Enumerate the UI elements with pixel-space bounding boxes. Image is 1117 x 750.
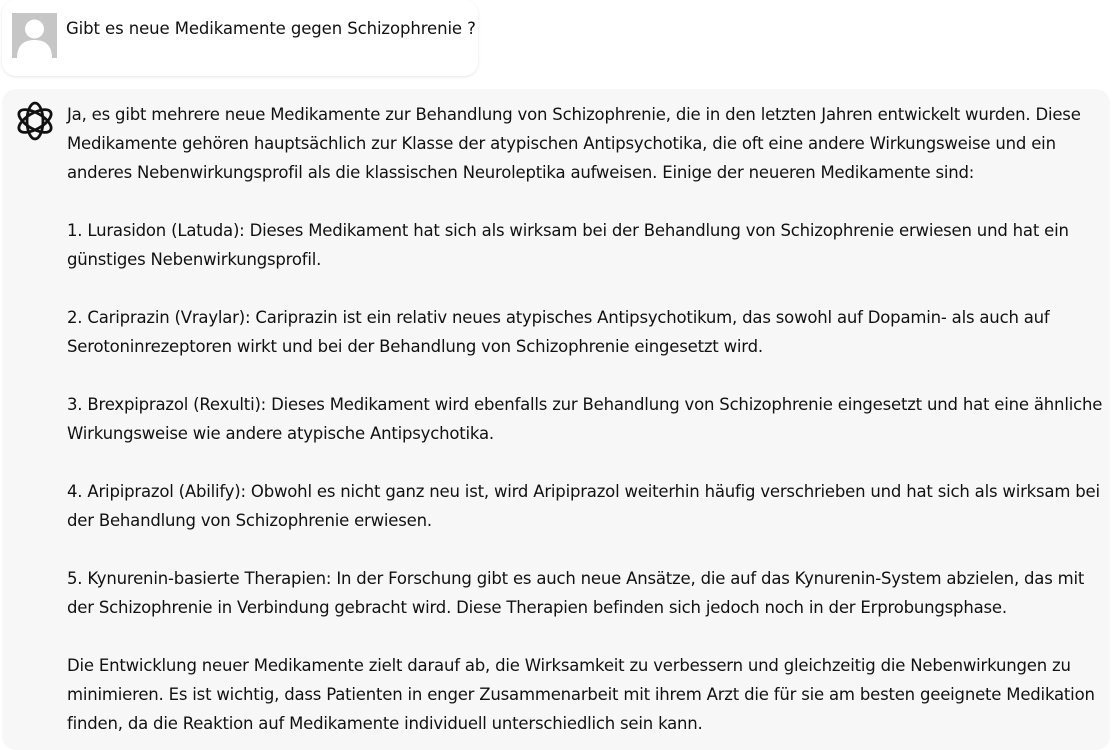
assistant-paragraph-conclusion: Die Entwicklung neuer Medikamente zielt darauf ab, die Wirksamkeit zu verbessern und gleichzeitig die Nebenwirkungen zu minimieren. Es ist wichtig, dass Patienten in enger Zusammenarbeit mit ihrem Arzt die für sie am besten geeignete Medikation finden, da die Reaktion auf Medikamente individuell unterschiedlich sein kann. <box>67 656 1095 733</box>
openai-logo-icon <box>12 98 58 144</box>
user-message-text: Gibt es neue Medikamente gegen Schizophrenie ? <box>66 19 476 38</box>
assistant-paragraph-item-1: 1. Lurasidon (Latuda): Dieses Medikament hat sich als wirksam bei der Behandlung von Schizophrenie erwiesen und hat ein günstiges Nebenwirkungsprofil. <box>67 221 1069 269</box>
assistant-paragraph-item-4: 4. Aripiprazol (Abilify): Obwohl es nicht ganz neu ist, wird Aripiprazol weiterhin häufig verschrieben und hat sich als wirksam bei der Behandlung von Schizophrenie erwiesen. <box>67 482 1100 530</box>
assistant-paragraph-item-5: 5. Kynurenin-basierte Therapien: In der Forschung gibt es auch neue Ansätze, die auf das Kynurenin-System abzielen, das mit der Schizophrenie in Verbindung gebracht wird. Diese Therapien befinden sich jedoch noch in der Erprobungsphase. <box>67 569 1085 617</box>
assistant-paragraph-intro: Ja, es gibt mehrere neue Medikamente zur Behandlung von Schizophrenie, die in den letzten Jahren entwickelt wurden. Diese Medikamente gehören hauptsächlich zur Klasse der atypischen Antipsychotika, die oft eine andere Wirkungsweise und ein anderes Nebenwirkungsprofil als die klassischen Neuroleptika aufweisen. Einige der neueren Medikamente sind: <box>67 105 1081 182</box>
assistant-paragraph-item-3: 3. Brexpiprazol (Rexulti): Dieses Medikament wird ebenfalls zur Behandlung von Schizophrenie eingesetzt und hat eine ähnliche Wirkungsweise wie andere atypische Antipsychotika. <box>67 395 1103 443</box>
user-avatar-icon <box>12 13 57 58</box>
assistant-paragraph-item-2: 2. Cariprazin (Vraylar): Cariprazin ist ein relativ neues atypisches Antipsychotikum, das sowohl auf Dopamin- als auch auf Serotoninrezeptoren wirkt und bei der Behandlung von Schizophrenie eingesetzt wird. <box>67 308 1050 356</box>
assistant-message-text <box>67 100 1107 738</box>
